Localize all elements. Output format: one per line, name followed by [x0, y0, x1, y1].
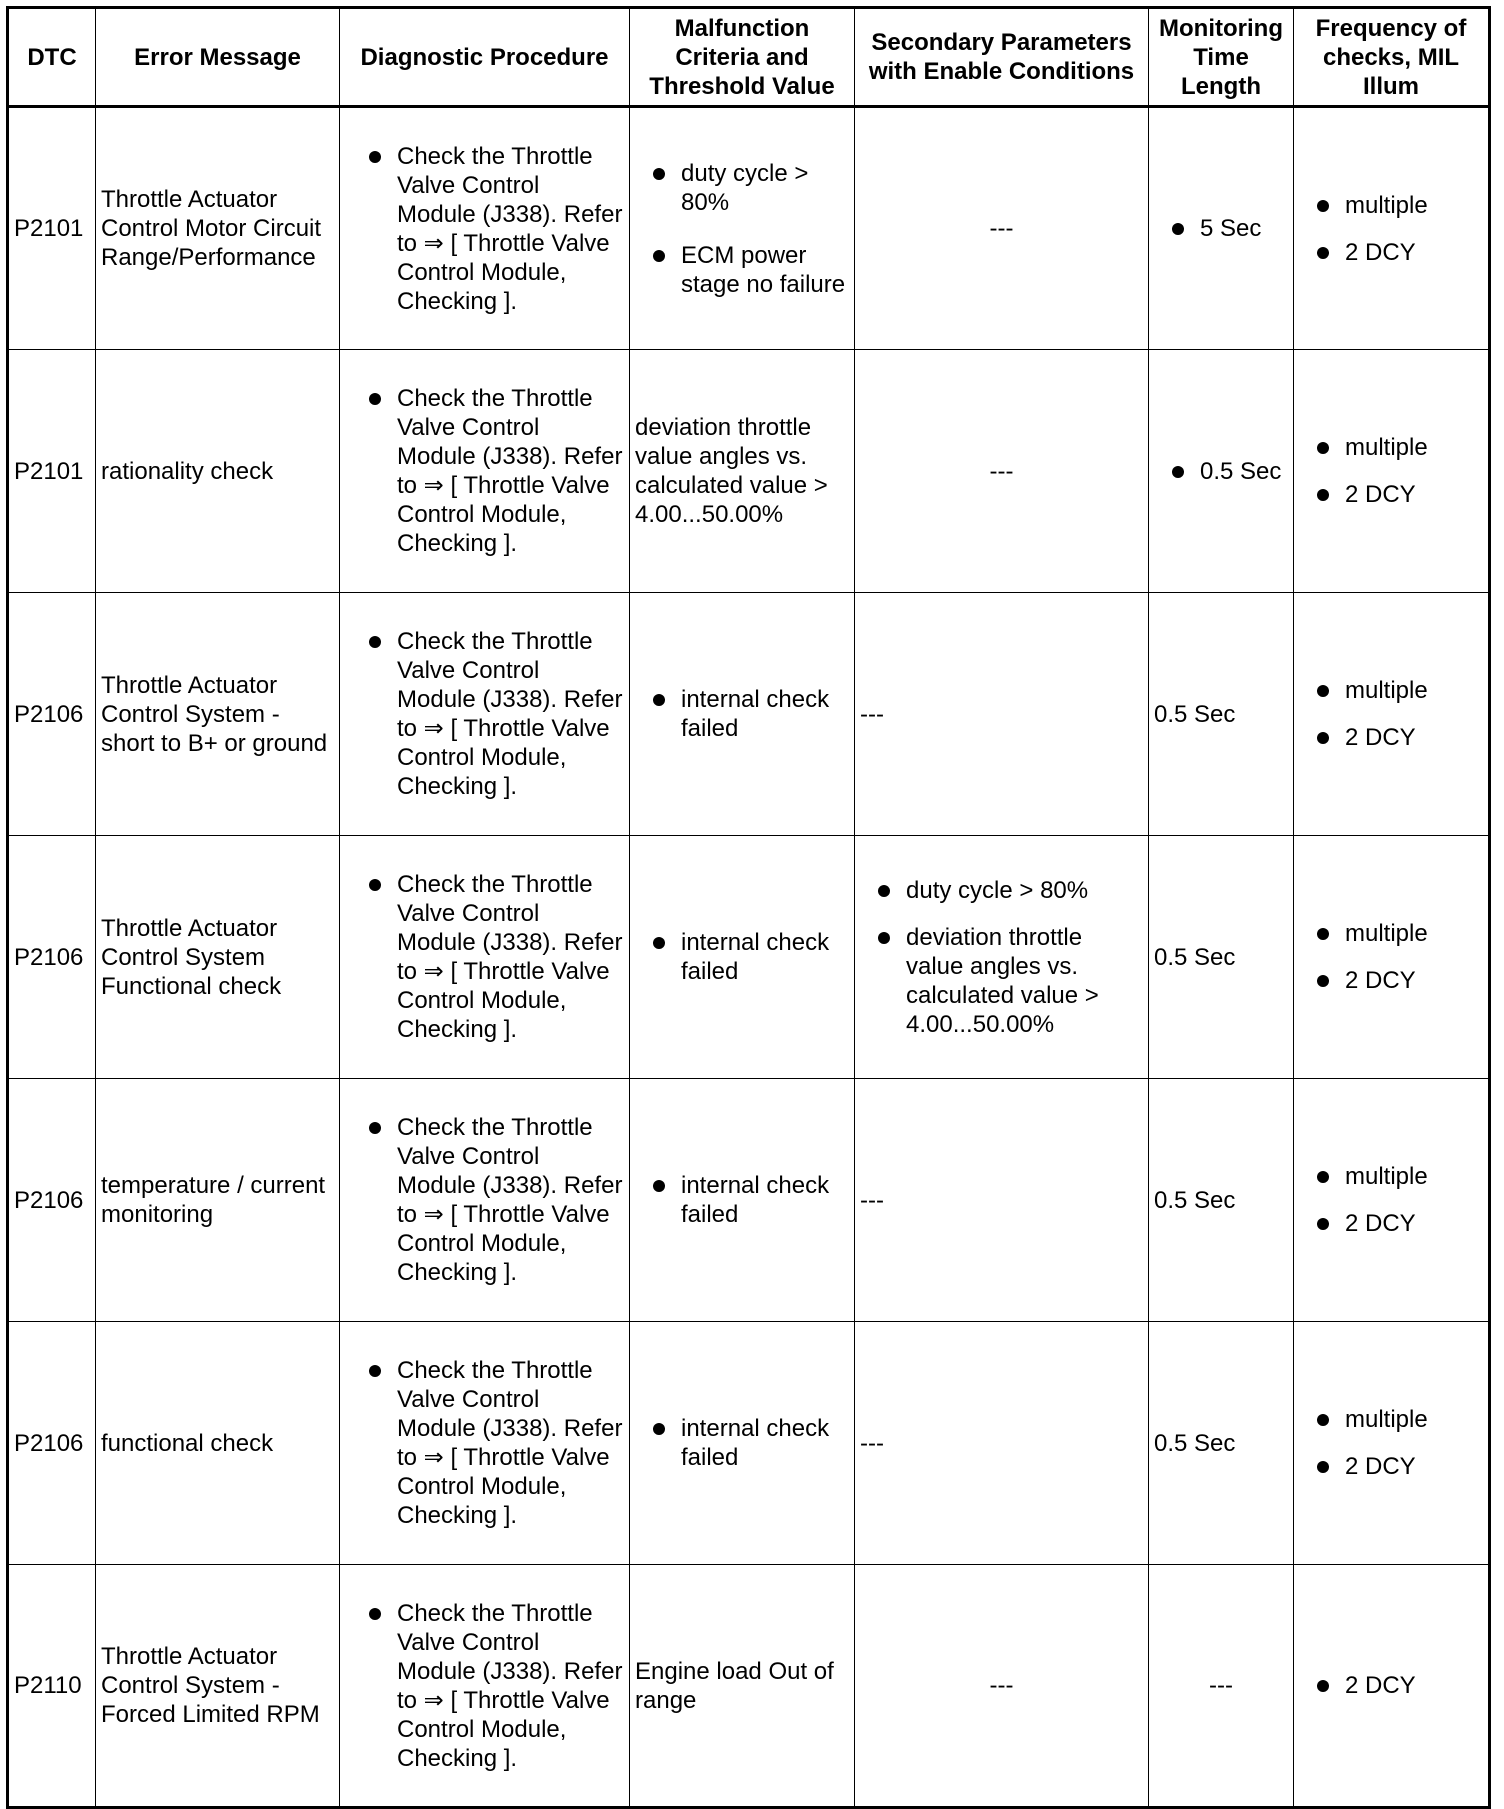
frequency-cell — [1294, 1322, 1490, 1565]
table-row — [8, 350, 1490, 593]
procedure-item: Check the Throttle Valve Control Module (J338). Refer to ⇒ [ Throttle Valve Control Module, Checking ]. — [345, 142, 624, 316]
dtc-table — [6, 6, 1491, 1809]
error-message-cell: rationality check — [96, 350, 340, 593]
monitoring-cell: --- — [1149, 1565, 1294, 1808]
error-message-cell: Throttle Actuator Control System Functional check — [96, 836, 340, 1079]
dtc-cell: P2110 — [8, 1565, 96, 1808]
header-monitoring-time: Monitoring Time Length — [1149, 8, 1294, 107]
criteria-cell — [630, 836, 855, 1079]
frequency-item: multiple — [1299, 1162, 1483, 1191]
criteria-item: internal check failed — [635, 685, 849, 743]
secondary-cell — [855, 836, 1149, 1079]
frequency-item: 2 DCY — [1299, 1671, 1483, 1700]
table-row — [8, 1079, 1490, 1322]
frequency-item: 2 DCY — [1299, 480, 1483, 509]
error-message-cell: temperature / current monitoring — [96, 1079, 340, 1322]
procedure-cell — [340, 1565, 630, 1808]
frequency-cell — [1294, 107, 1490, 350]
procedure-cell — [340, 1079, 630, 1322]
secondary-cell: --- — [855, 107, 1149, 350]
dtc-cell: P2101 — [8, 350, 96, 593]
error-message-cell: Throttle Actuator Control System - Forced Limited RPM — [96, 1565, 340, 1808]
frequency-cell — [1294, 836, 1490, 1079]
criteria-cell — [630, 107, 855, 350]
criteria-cell: Engine load Out of range — [630, 1565, 855, 1808]
frequency-item: multiple — [1299, 191, 1483, 220]
frequency-cell — [1294, 1079, 1490, 1322]
criteria-cell — [630, 593, 855, 836]
criteria-item: ECM power stage no failure — [635, 241, 849, 299]
dtc-cell: P2106 — [8, 836, 96, 1079]
error-message-cell: Throttle Actuator Control System - short to B+ or ground — [96, 593, 340, 836]
dtc-cell: P2106 — [8, 1079, 96, 1322]
frequency-item: multiple — [1299, 919, 1483, 948]
header-malfunction-criteria: Malfunction Criteria and Threshold Value — [630, 8, 855, 107]
frequency-item: 2 DCY — [1299, 1452, 1483, 1481]
secondary-cell: --- — [855, 1565, 1149, 1808]
table-row — [8, 1565, 1490, 1808]
frequency-item: multiple — [1299, 676, 1483, 705]
monitoring-cell — [1149, 107, 1294, 350]
frequency-cell — [1294, 593, 1490, 836]
monitoring-cell — [1149, 350, 1294, 593]
secondary-cell: --- — [855, 593, 1149, 836]
criteria-item: internal check failed — [635, 1171, 849, 1229]
table-row — [8, 1322, 1490, 1565]
frequency-item: 2 DCY — [1299, 238, 1483, 267]
frequency-item: 2 DCY — [1299, 723, 1483, 752]
secondary-item: deviation throttle value angles vs. calculated value > 4.00...50.00% — [860, 923, 1143, 1039]
header-frequency: Frequency of checks, MIL Illum — [1294, 8, 1490, 107]
procedure-item: Check the Throttle Valve Control Module (J338). Refer to ⇒ [ Throttle Valve Control Module, Checking ]. — [345, 1599, 624, 1773]
criteria-cell — [630, 1079, 855, 1322]
monitoring-cell: 0.5 Sec — [1149, 836, 1294, 1079]
procedure-item: Check the Throttle Valve Control Module (J338). Refer to ⇒ [ Throttle Valve Control Module, Checking ]. — [345, 1113, 624, 1287]
header-dtc: DTC — [8, 8, 96, 107]
procedure-cell — [340, 836, 630, 1079]
error-message-cell: Throttle Actuator Control Motor Circuit Range/Performance — [96, 107, 340, 350]
header-diagnostic-procedure: Diagnostic Procedure — [340, 8, 630, 107]
criteria-cell: deviation throttle value angles vs. calculated value > 4.00...50.00% — [630, 350, 855, 593]
procedure-item: Check the Throttle Valve Control Module (J338). Refer to ⇒ [ Throttle Valve Control Module, Checking ]. — [345, 870, 624, 1044]
header-secondary-parameters: Secondary Parameters with Enable Conditions — [855, 8, 1149, 107]
table-row — [8, 836, 1490, 1079]
secondary-cell: --- — [855, 1322, 1149, 1565]
frequency-item: 2 DCY — [1299, 966, 1483, 995]
frequency-cell — [1294, 350, 1490, 593]
procedure-item: Check the Throttle Valve Control Module (J338). Refer to ⇒ [ Throttle Valve Control Module, Checking ]. — [345, 627, 624, 801]
secondary-cell: --- — [855, 1079, 1149, 1322]
criteria-item: duty cycle > 80% — [635, 159, 849, 217]
dtc-cell: P2106 — [8, 1322, 96, 1565]
dtc-cell: P2101 — [8, 107, 96, 350]
procedure-cell — [340, 107, 630, 350]
frequency-cell — [1294, 1565, 1490, 1808]
monitoring-cell: 0.5 Sec — [1149, 593, 1294, 836]
dtc-cell: P2106 — [8, 593, 96, 836]
procedure-cell — [340, 350, 630, 593]
criteria-item: internal check failed — [635, 928, 849, 986]
error-message-cell: functional check — [96, 1322, 340, 1565]
table-row — [8, 593, 1490, 836]
secondary-cell: --- — [855, 350, 1149, 593]
procedure-cell — [340, 1322, 630, 1565]
procedure-item: Check the Throttle Valve Control Module (J338). Refer to ⇒ [ Throttle Valve Control Module, Checking ]. — [345, 384, 624, 558]
frequency-item: multiple — [1299, 1405, 1483, 1434]
procedure-cell — [340, 593, 630, 836]
header-row — [8, 8, 1490, 107]
monitoring-item: 0.5 Sec — [1154, 457, 1288, 486]
frequency-item: 2 DCY — [1299, 1209, 1483, 1238]
criteria-cell — [630, 1322, 855, 1565]
procedure-item: Check the Throttle Valve Control Module (J338). Refer to ⇒ [ Throttle Valve Control Module, Checking ]. — [345, 1356, 624, 1530]
monitoring-cell: 0.5 Sec — [1149, 1322, 1294, 1565]
frequency-item: multiple — [1299, 433, 1483, 462]
criteria-item: internal check failed — [635, 1414, 849, 1472]
secondary-item: duty cycle > 80% — [860, 876, 1143, 905]
monitoring-item: 5 Sec — [1154, 214, 1288, 243]
monitoring-cell: 0.5 Sec — [1149, 1079, 1294, 1322]
table-row — [8, 107, 1490, 350]
header-error-message: Error Message — [96, 8, 340, 107]
